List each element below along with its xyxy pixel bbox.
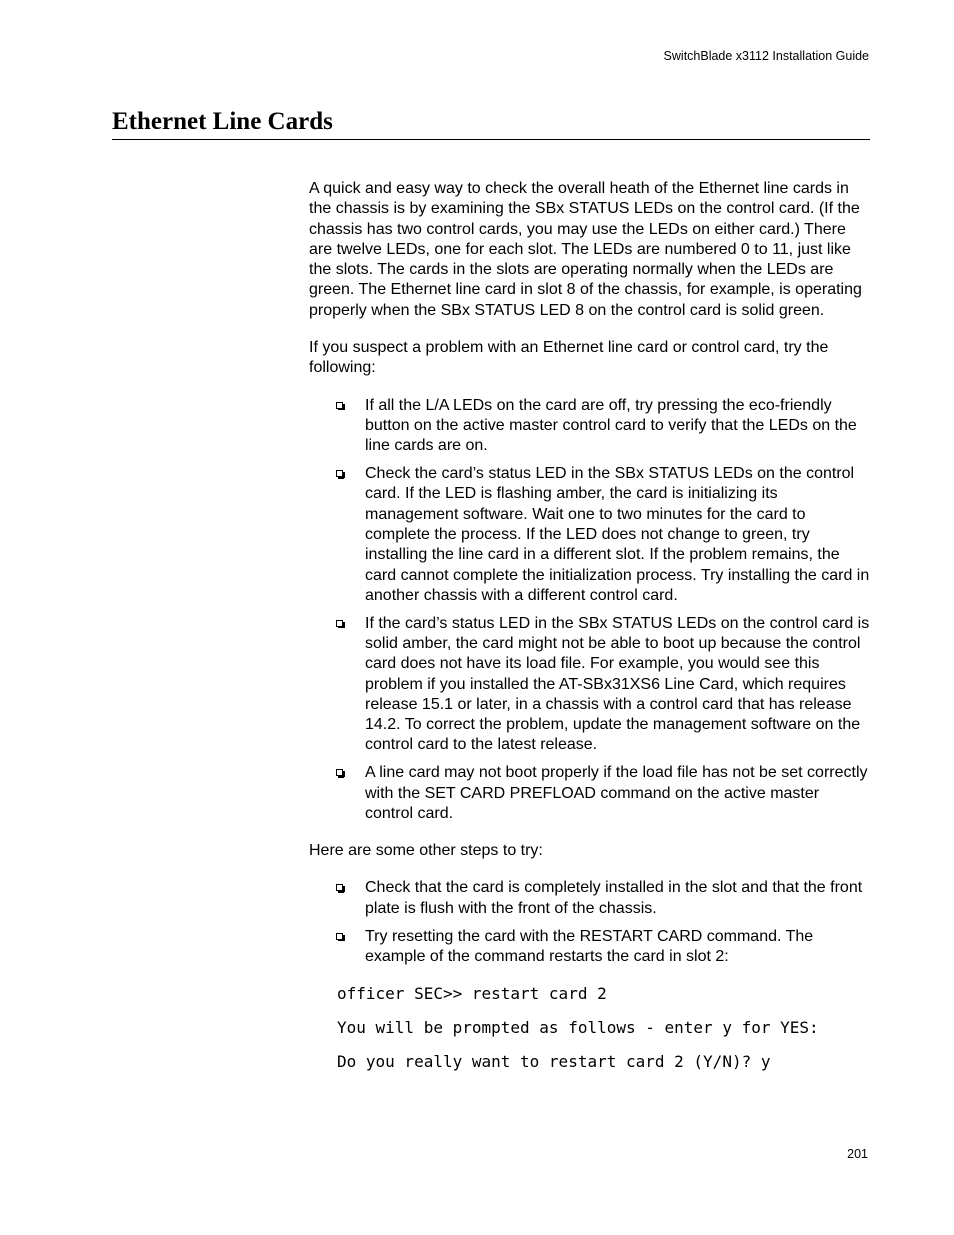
list-item-text: If the card’s status LED in the SBx STATUS LEDs on the control card is solid amber, the card might not be able to boot up because the control card does not have its load file. For example, you would see this problem if you installed the AT-SBx31XS6 Line Card, which requires release 15.1 or later, in a chassis with a control card that has release 14.2. To correct the problem, update the management software on the control card to the latest release. xyxy=(365,614,870,754)
running-header: SwitchBlade x3112 Installation Guide xyxy=(663,49,869,63)
list-item-text: If all the L/A LEDs on the card are off, try pressing the eco-friendly button on the active master control card to verify that the LEDs on the line cards are on. xyxy=(365,396,857,455)
list-item xyxy=(309,396,871,457)
title-rule xyxy=(112,139,870,140)
other-steps-paragraph: Here are some other steps to try: xyxy=(309,842,543,860)
list-item-text: Try resetting the card with the RESTART CARD command. The example of the command restarts the card in slot 2: xyxy=(365,927,814,965)
body-column xyxy=(309,179,871,1086)
code-line-prompt-note: You will be prompted as follows - enter y for YES: xyxy=(337,1018,819,1038)
list-item xyxy=(309,878,871,919)
other-steps-bullet-list xyxy=(309,878,871,967)
list-item-text: A line card may not boot properly if the load file has not be set correctly with the SET CARD PREFLOAD command on the active master control card. xyxy=(365,764,868,822)
list-item xyxy=(309,464,871,606)
checkbox-bullet-icon xyxy=(336,620,343,627)
problem-bullet-list xyxy=(309,396,871,824)
intro-paragraph: A quick and easy way to check the overall heath of the Ethernet line cards in the chassis is by examining the SBx STATUS LEDs on the control card. (If the chassis has two control cards, you may use the LEDs on either card.) There are twelve LEDs, one for each slot. The LEDs are numbered 0 to 11, just like the slots. The cards in the slots are operating normally when the LEDs are green. The Ethernet line card in slot 8 of the chassis, for example, is operating properly when the SBx STATUS LED 8 on the control card is solid green. xyxy=(309,180,862,319)
checkbox-bullet-icon xyxy=(336,402,343,409)
section-title: Ethernet Line Cards xyxy=(112,108,333,135)
list-item-text: Check the card’s status LED in the SBx STATUS LEDs on the control card. If the LED is flashing amber, the card is initializing its management software. Wait one to two minutes for the card to complete the process. If the LED does not change to green, try installing the line card in a different slot. If the problem remains, the card cannot complete the initialization process. Try installing the card in another chassis with a different control card. xyxy=(365,465,870,604)
code-line-confirmation: Do you really want to restart card 2 (Y/N)? y xyxy=(337,1052,771,1072)
checkbox-bullet-icon xyxy=(336,769,343,776)
checkbox-bullet-icon xyxy=(336,933,343,940)
list-item-text: Check that the card is completely installed in the slot and that the front plate is flush with the front of the chassis. xyxy=(365,879,863,917)
page-number: 201 xyxy=(847,1147,868,1161)
code-line-command: officer SEC>> restart card 2 xyxy=(337,984,607,1004)
suspect-paragraph: If you suspect a problem with an Ethernet line card or control card, try the following: xyxy=(309,339,829,377)
list-item xyxy=(309,763,871,824)
checkbox-bullet-icon xyxy=(336,470,343,477)
list-item xyxy=(309,614,871,756)
list-item xyxy=(309,927,871,968)
checkbox-bullet-icon xyxy=(336,884,343,891)
